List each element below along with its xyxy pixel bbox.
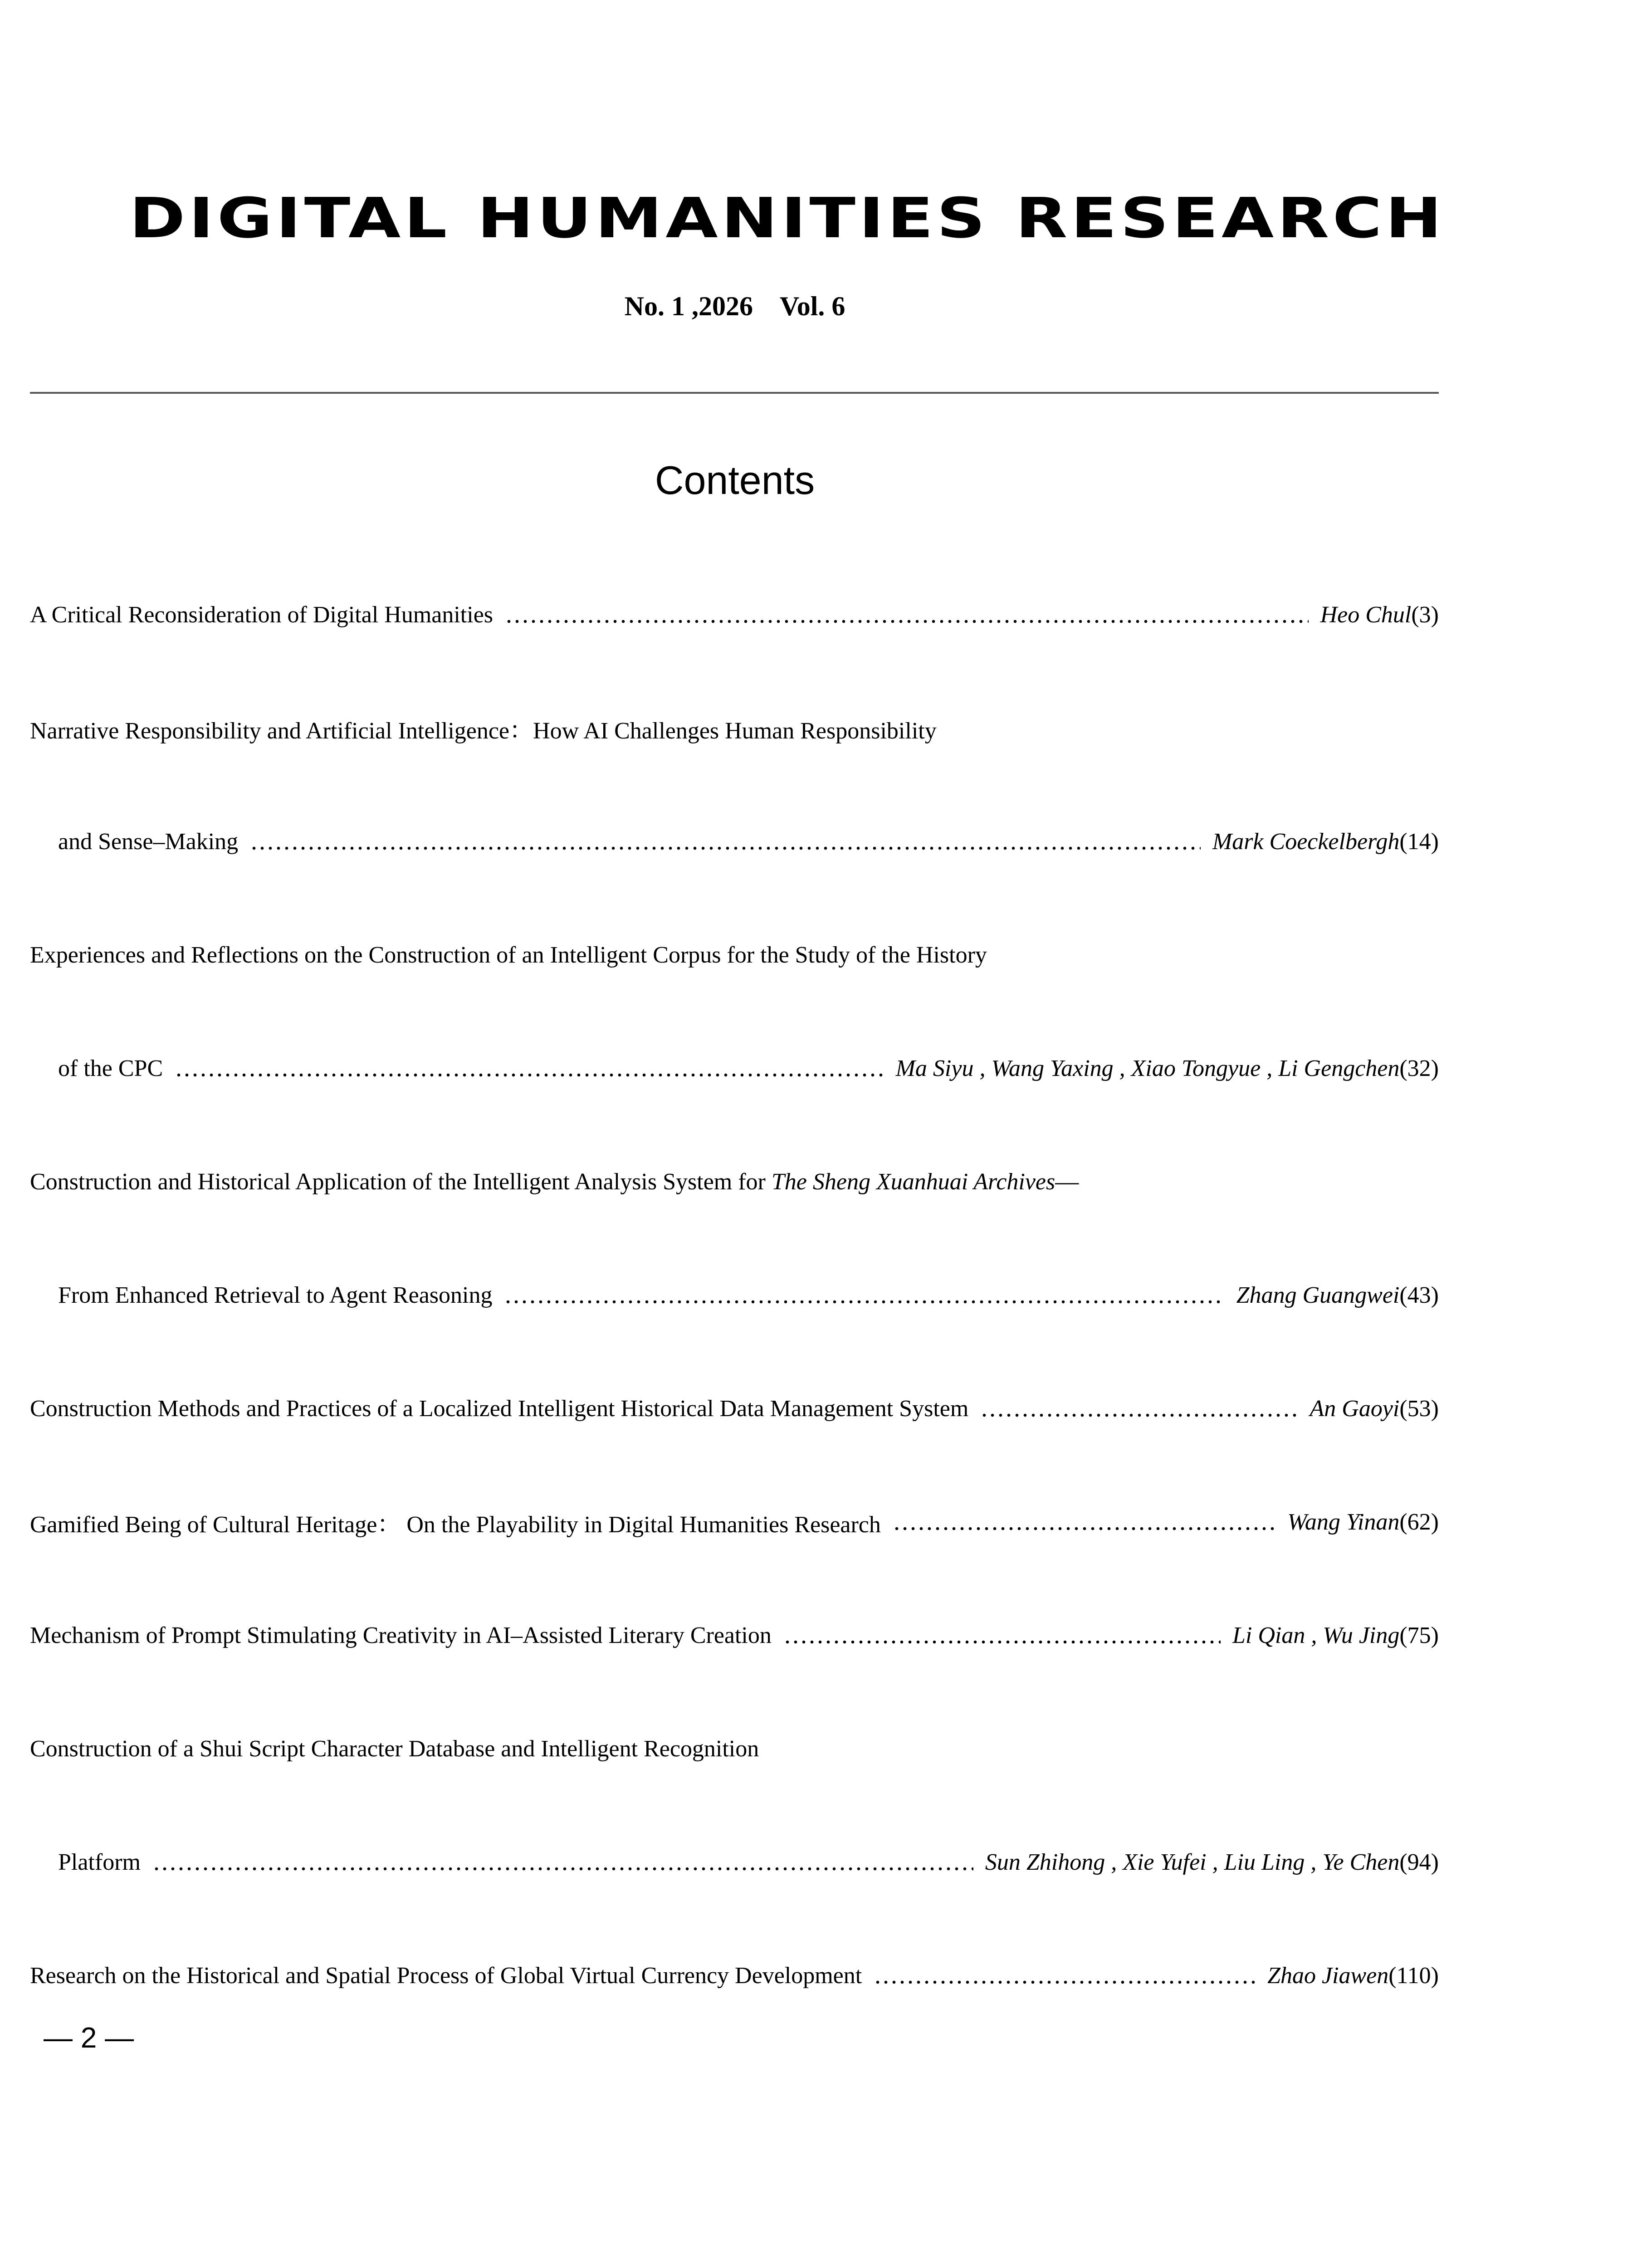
toc-entry[interactable] — [30, 558, 1439, 671]
page-number: — 2 — — [44, 2021, 134, 2054]
journal-title: DIGITAL HUMANITIES RESEARCH — [129, 186, 1445, 250]
entry-title-plain: Construction and Historical Application of the Intelligent Analysis System for — [30, 1168, 772, 1195]
table-of-contents — [30, 558, 1439, 2032]
entry-title: Gamified Being of Cultural Heritage： On the Playability in Digital Humanities Research — [30, 1511, 881, 1538]
entry-page: (75) — [1399, 1622, 1439, 1648]
entry-authors: Ma Siyu , Wang Yaxing , Xiao Tongyue , Li Gengchen — [895, 1055, 1400, 1081]
entry-title-italic: The Sheng Xuanhuai Archives — [771, 1168, 1055, 1195]
toc-entry[interactable] — [30, 898, 1439, 1012]
entry-authors: Mark Coeckelbergh — [1212, 828, 1400, 855]
entry-authors: An Gaoyi — [1310, 1395, 1400, 1422]
toc-entry[interactable] — [30, 1919, 1439, 2032]
entry-page: (43) — [1399, 1282, 1439, 1308]
entry-page: (62) — [1399, 1509, 1439, 1535]
dot-leader — [783, 1623, 1221, 1647]
entry-authors: Zhao Jiawen — [1267, 1962, 1389, 1989]
entry-title: Mechanism of Prompt Stimulating Creativity in AI–Assisted Literary Creation — [30, 1622, 772, 1648]
toc-entry[interactable] — [30, 1579, 1439, 1692]
entry-title: Narrative Responsibility and Artificial Intelligence：How AI Challenges Human Responsibility — [30, 718, 937, 744]
dot-leader — [504, 1283, 1224, 1307]
entry-title-continued: Platform — [58, 1849, 141, 1875]
entry-authors: Heo Chul — [1320, 601, 1412, 628]
entry-title-continued: of the CPC — [58, 1055, 163, 1081]
toc-entry[interactable] — [30, 1352, 1439, 1465]
entry-title: A Critical Reconsideration of Digital Humanities — [30, 601, 494, 628]
toc-entry-continuation[interactable] — [30, 1012, 1439, 1125]
entry-title-continued: From Enhanced Retrieval to Agent Reasoning — [58, 1282, 493, 1308]
toc-entry[interactable] — [30, 671, 1439, 785]
entry-title-continued: and Sense–Making — [58, 828, 239, 855]
toc-entry-continuation[interactable] — [30, 1238, 1439, 1352]
entry-page: (32) — [1399, 1055, 1439, 1081]
contents-heading: Contents — [655, 458, 815, 503]
entry-title — [30, 1168, 1079, 1195]
dot-leader — [152, 1850, 973, 1874]
entry-title: Construction of a Shui Script Character Database and Intelligent Recognition — [30, 1735, 759, 1762]
entry-page: (3) — [1411, 601, 1439, 628]
entry-page: (94) — [1399, 1849, 1439, 1875]
entry-authors: Zhang Guangwei — [1236, 1282, 1400, 1308]
toc-entry[interactable] — [30, 1692, 1439, 1805]
dot-leader — [250, 830, 1201, 853]
toc-entry-continuation[interactable] — [30, 1805, 1439, 1919]
toc-entry[interactable] — [30, 1125, 1439, 1238]
dot-leader — [893, 1510, 1275, 1534]
dot-leader — [175, 1056, 884, 1080]
entry-title: Experiences and Reflections on the Construction of an Intelligent Corpus for the Study of the History — [30, 942, 987, 968]
dot-leader — [505, 603, 1309, 626]
entry-title: Research on the Historical and Spatial Process of Global Virtual Currency Development — [30, 1962, 862, 1989]
entry-page: (14) — [1399, 828, 1439, 855]
entry-authors: Li Qian , Wu Jing — [1232, 1622, 1400, 1648]
entry-page: (53) — [1399, 1395, 1439, 1422]
entry-page: (110) — [1388, 1962, 1439, 1989]
issue-volume: No. 1 ,2026 Vol. 6 — [624, 291, 845, 321]
dot-leader — [874, 1964, 1256, 1987]
dot-leader — [980, 1397, 1298, 1420]
entry-title: Construction Methods and Practices of a Localized Intelligent Historical Data Management System — [30, 1395, 969, 1422]
toc-entry-continuation[interactable] — [30, 785, 1439, 898]
entry-title-dash: — — [1055, 1168, 1079, 1195]
toc-entry[interactable] — [30, 1465, 1439, 1579]
entry-authors: Wang Yinan — [1287, 1509, 1400, 1535]
header-divider — [30, 392, 1439, 394]
entry-authors: Sun Zhihong , Xie Yufei , Liu Ling , Ye Chen — [985, 1849, 1400, 1875]
